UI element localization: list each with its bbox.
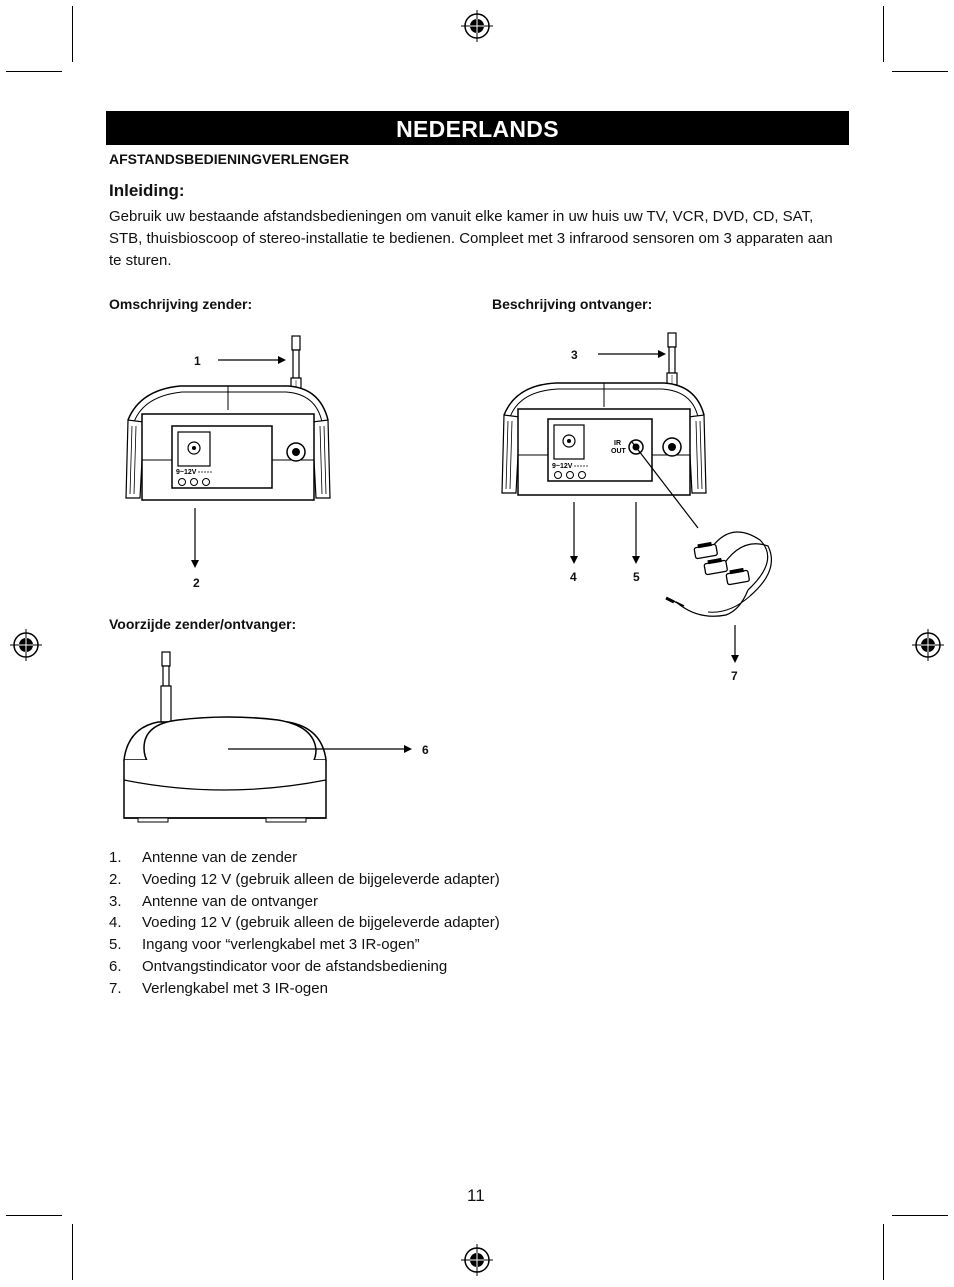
arrow-2 bbox=[189, 508, 201, 570]
list-item: 3. Antenne van de ontvanger bbox=[109, 892, 318, 910]
out-label: OUT bbox=[611, 448, 626, 455]
parts-legend bbox=[109, 847, 500, 1000]
intro-text: Gebruik uw bestaande afstandsbedieningen om vanuit elke kamer in uw huis uw TV, VCR, DVD, CD, SAT, STB, thuisbioscoop of stereo-installatie te bedienen. Compleet met 3 infrarood sensoren om 3 apparaten aan te sturen. bbox=[109, 208, 833, 269]
callout-5: 5 bbox=[633, 570, 640, 584]
list-item: 6. Ontvangstindicator voor de afstandsbediening bbox=[109, 957, 448, 975]
callout-2: 2 bbox=[193, 576, 200, 590]
language-banner: NEDERLANDS bbox=[106, 111, 849, 145]
page-number: 11 bbox=[467, 1186, 485, 1205]
registration-mark-bottom bbox=[461, 1244, 493, 1276]
callout-6: 6 bbox=[422, 743, 429, 757]
arrow-6 bbox=[228, 743, 414, 755]
arrow-3 bbox=[598, 348, 668, 360]
voltage-label-receiver: 9~12V bbox=[552, 463, 573, 470]
callout-3: 3 bbox=[571, 348, 578, 362]
registration-mark-right bbox=[912, 629, 944, 661]
arrow-1 bbox=[218, 354, 288, 366]
transmitter-label: Omschrijving zender: bbox=[109, 296, 253, 312]
front-label: Voorzijde zender/ontvanger: bbox=[109, 616, 297, 632]
registration-mark-left bbox=[10, 629, 42, 661]
ir-label: IR bbox=[614, 440, 621, 447]
registration-mark-top bbox=[461, 10, 493, 42]
arrow-7 bbox=[729, 625, 741, 665]
section-title: AFSTANDSBEDIENINGVERLENGER bbox=[109, 151, 350, 167]
receiver-label: Beschrijving ontvanger: bbox=[492, 296, 653, 312]
callout-1: 1 bbox=[194, 354, 201, 368]
voltage-label: 9~12V bbox=[176, 469, 197, 476]
list-item: 7. Verlengkabel met 3 IR-ogen bbox=[109, 979, 328, 997]
list-item: 5. Ingang voor “verlengkabel met 3 IR-ogen” bbox=[109, 936, 420, 954]
ir-extension-cable-illustration bbox=[630, 440, 790, 630]
list-item: 2. Voeding 12 V (gebruik alleen de bijgeleverde adapter) bbox=[109, 870, 500, 888]
callout-7: 7 bbox=[731, 669, 738, 683]
callout-4: 4 bbox=[570, 570, 577, 584]
list-item: 1. Antenne van de zender bbox=[109, 849, 298, 866]
front-illustration bbox=[118, 650, 338, 825]
arrow-4 bbox=[568, 502, 580, 566]
list-item: 4. Voeding 12 V (gebruik alleen de bijgeleverde adapter) bbox=[109, 914, 500, 932]
intro-title: Inleiding: bbox=[109, 181, 185, 200]
